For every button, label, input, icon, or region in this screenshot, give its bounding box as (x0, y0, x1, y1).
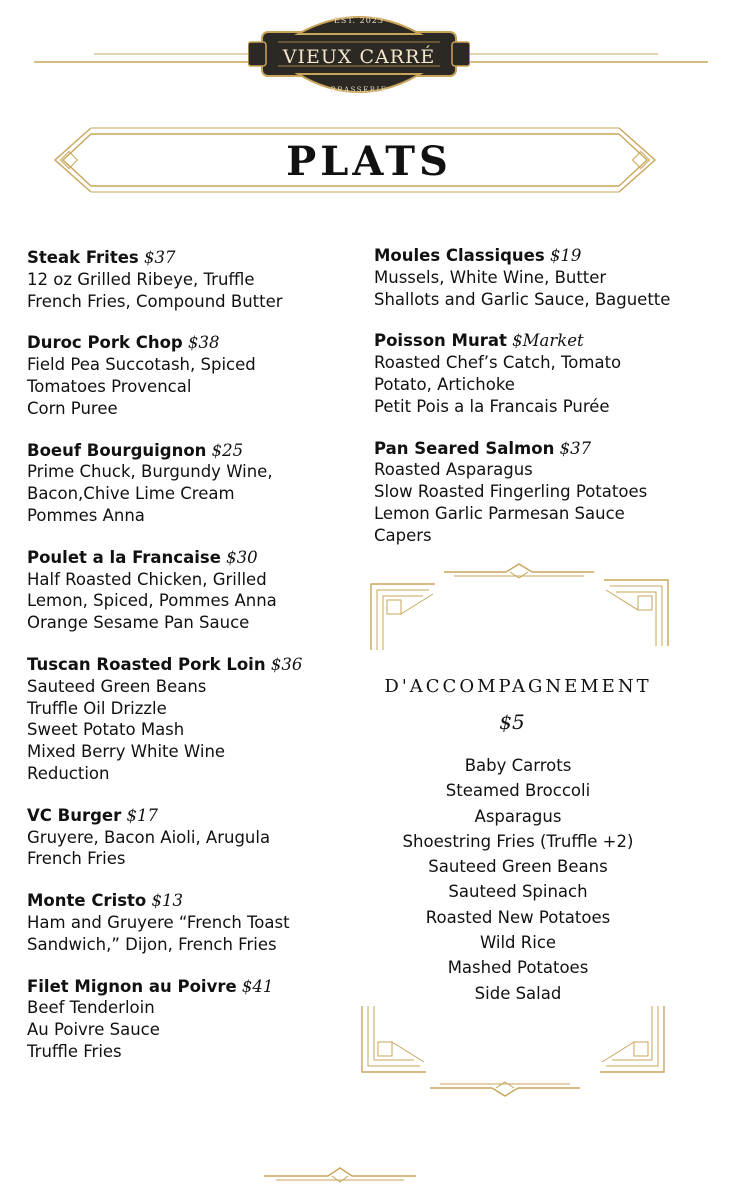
menu-item-description: Ham and Gruyere “French Toast (27, 912, 290, 932)
menu-item (27, 332, 357, 419)
menu-item-description: Corn Puree (27, 398, 118, 418)
menu-item-header (27, 440, 357, 462)
menu-item-description: Roasted Chef’s Catch, Tomato (374, 353, 622, 373)
footer-ornament (264, 1166, 416, 1184)
sides-corner-top-right (600, 576, 670, 648)
menu-item-description: Lemon, Spiced, Pommes Anna (27, 591, 277, 611)
sides-list (362, 753, 674, 1006)
menu-item (374, 438, 724, 547)
menu-item-description: Au Poivre Sauce (27, 1020, 160, 1040)
menu-item-name: Pan Seared Salmon (374, 438, 555, 458)
menu-item-name: Moules Classiques (374, 246, 545, 265)
menu-item-description: French Fries, Compound Butter (27, 291, 283, 311)
menu-item-description: Potato, Artichoke (374, 374, 515, 394)
menu-item-header (27, 247, 357, 269)
logo-name: VIEUX CARRÉ (282, 46, 436, 68)
menu-item-price: $41 (241, 976, 274, 996)
sides-corner-top-left (369, 580, 439, 652)
menu-item-name: VC Burger (27, 805, 122, 825)
sides-corner-bottom-left (360, 1004, 430, 1076)
menu-item-name: Tuscan Roasted Pork Loin (27, 654, 266, 674)
menu-item-price: $37 (143, 248, 176, 267)
menu-item-description: Lemon Garlic Parmesan Sauce (374, 503, 625, 523)
menu-item-description: Mussels, White Wine, Butter (374, 267, 607, 287)
menu-item (27, 440, 357, 527)
menu-item-description: Sauteed Green Beans (27, 676, 207, 696)
menu-item-header (27, 654, 357, 676)
header-rule-left (34, 50, 250, 70)
menu-item-header (27, 805, 357, 827)
menu-item (27, 805, 357, 870)
menu-item-description: Gruyere, Bacon Aioli, Arugula (27, 827, 271, 847)
menu-item-description: Roasted Asparagus (374, 460, 533, 480)
menu-item-description: French Fries (27, 849, 126, 869)
side-item: Mashed Potatoes (447, 958, 589, 978)
menu-item-description: Slow Roasted Fingerling Potatoes (374, 482, 648, 502)
menu-item-price: $17 (126, 805, 158, 825)
menu-item-description: Sandwich,” Dijon, French Fries (27, 934, 277, 954)
side-item: Asparagus (474, 806, 562, 826)
menu-item (27, 654, 357, 785)
mains-right-column (374, 245, 724, 567)
sides-heading: D'ACCOMPAGNEMENT (384, 676, 652, 697)
menu-item (374, 330, 724, 417)
menu-item-description: Truffle Oil Drizzle (27, 698, 167, 718)
side-item: Roasted New Potatoes (425, 907, 611, 927)
menu-item-name: Duroc Pork Chop (27, 333, 183, 353)
menu-item (27, 976, 357, 1063)
sides-top-ornament (444, 564, 594, 580)
menu-item-header (374, 330, 724, 352)
side-item: Steamed Broccoli (445, 781, 591, 801)
menu-item-description: Sweet Potato Mash (27, 720, 185, 740)
logo-established: EST. 2023 (334, 16, 384, 25)
menu-item-name: Filet Mignon au Poivre (27, 976, 237, 996)
menu-item-price: $Market (512, 331, 584, 351)
menu-item-price: $36 (270, 654, 303, 674)
menu-item-price: $30 (226, 547, 258, 567)
menu-item-description: Bacon,Chive Lime Cream (27, 484, 235, 504)
menu-item-description: 12 oz Grilled Ribeye, Truffle (27, 269, 255, 289)
menu-item-name: Boeuf Bourguignon (27, 440, 207, 460)
mains-left-column (27, 247, 357, 1083)
menu-item-header (27, 890, 357, 912)
side-item: Sauteed Spinach (448, 882, 588, 902)
menu-item-price: $19 (549, 246, 582, 265)
menu-item-name: Monte Cristo (27, 891, 147, 911)
menu-item-price: $37 (559, 438, 592, 458)
menu-item-header (27, 332, 357, 354)
menu-item-description: Reduction (27, 763, 110, 783)
menu-item-description: Prime Chuck, Burgundy Wine, (27, 462, 273, 482)
sides-bottom-ornament (430, 1080, 580, 1096)
menu-item-description: Petit Pois a la Francais Purée (374, 396, 610, 416)
menu-item-description: Field Pea Succotash, Spiced (27, 355, 256, 375)
menu-item-description: Pommes Anna (27, 505, 145, 525)
menu-item-description: Capers (374, 525, 432, 545)
menu-item (374, 245, 724, 310)
menu-item-description: Tomatoes Provencal (27, 376, 192, 396)
menu-item-name: Poulet a la Francaise (27, 547, 221, 567)
menu-item-header (374, 438, 724, 460)
menu-item-name: Poisson Murat (374, 331, 507, 351)
sides-price: $5 (499, 710, 525, 734)
menu-item-price: $38 (187, 333, 220, 353)
side-item: Sauteed Green Beans (428, 857, 608, 877)
menu-item (27, 547, 357, 634)
page-title: PLATS (286, 138, 452, 185)
side-item: Wild Rice (479, 933, 557, 953)
menu-item-description: Orange Sesame Pan Sauce (27, 613, 250, 633)
side-item: Baby Carrots (464, 756, 572, 775)
side-item: Side Salad (474, 983, 562, 1003)
menu-item-name: Steak Frites (27, 248, 139, 267)
menu-item-description: Shallots and Garlic Sauce, Baguette (374, 289, 671, 309)
menu-item-price: $25 (211, 440, 244, 460)
side-item: Shoestring Fries (Truffle +2) (402, 831, 634, 851)
menu-item-header (27, 976, 357, 998)
menu-item-header (27, 547, 357, 569)
menu-item (27, 890, 357, 955)
menu-item-header (374, 245, 724, 267)
header-rule-right (468, 50, 708, 70)
menu-item-description: Beef Tenderloin (27, 998, 155, 1018)
menu-item-description: Truffle Fries (27, 1041, 122, 1061)
brand-logo (248, 6, 470, 102)
menu-item (27, 247, 357, 312)
sides-corner-bottom-right (596, 1004, 666, 1076)
menu-item-description: Half Roasted Chicken, Grilled (27, 569, 267, 589)
logo-subtitle: BRASSERIE (330, 86, 388, 94)
menu-item-description: Mixed Berry White Wine (27, 742, 226, 762)
menu-item-price: $13 (151, 891, 184, 911)
